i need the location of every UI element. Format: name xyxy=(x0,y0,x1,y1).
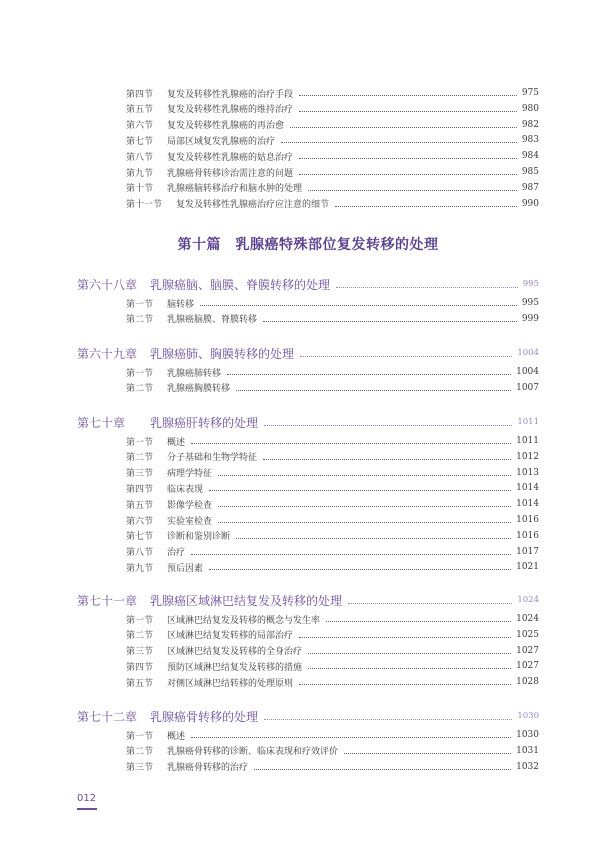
dot-leader xyxy=(191,554,511,555)
chapter-number: 第七十章 xyxy=(77,415,126,430)
section-title: 区域淋巴结复发转移的局部治疗 xyxy=(167,631,294,642)
section-title: 区域淋巴结复发及转移的全身治疗 xyxy=(167,647,303,658)
section-number: 第一节 xyxy=(126,731,154,742)
section-title: 影像学检查 xyxy=(167,500,213,511)
section-page-number: 1032 xyxy=(516,761,539,772)
section-number: 第二节 xyxy=(126,453,154,464)
toc-section-row[interactable] xyxy=(0,101,616,117)
dot-leader xyxy=(209,490,511,491)
section-page-number: 982 xyxy=(521,119,539,130)
section-title: 复发及转移性乳腺癌治疗应注意的细节 xyxy=(176,200,330,211)
section-page-number: 990 xyxy=(521,198,539,209)
section-page-number: 987 xyxy=(521,182,539,193)
dot-leader xyxy=(218,475,511,476)
toc-section-row[interactable] xyxy=(0,433,616,449)
section-page-number: 1016 xyxy=(516,530,539,541)
dot-leader xyxy=(227,374,511,375)
section-page-number: 1027 xyxy=(516,645,539,656)
page-number-underline xyxy=(77,808,97,810)
dot-leader xyxy=(191,443,511,444)
toc-section-row[interactable] xyxy=(0,544,616,560)
section-page-number: 1028 xyxy=(516,677,539,688)
dot-leader xyxy=(264,719,512,720)
toc-section-row[interactable] xyxy=(0,148,616,164)
section-number: 第八节 xyxy=(126,152,154,163)
chapter-title: 乳腺癌脑、脑膜、脊膜转移的处理 xyxy=(150,277,331,292)
toc-section-row[interactable] xyxy=(0,611,616,627)
dot-leader xyxy=(299,111,517,112)
section-title: 病理学特征 xyxy=(167,469,213,480)
toc-section-row[interactable] xyxy=(0,364,616,380)
dot-leader xyxy=(308,668,511,669)
section-page-number: 1017 xyxy=(516,546,539,557)
section-number: 第五节 xyxy=(126,678,154,689)
section-title: 乳腺癌骨转移的诊断、临床表现和疗效评价 xyxy=(167,747,339,758)
dot-leader xyxy=(299,95,517,96)
dot-leader xyxy=(300,356,512,357)
chapter-number: 第六十九章 xyxy=(77,346,138,361)
toc-section-row[interactable] xyxy=(0,559,616,575)
section-page-number: 1014 xyxy=(516,499,539,510)
section-title: 复发及转移性乳腺癌的治疗手段 xyxy=(167,89,294,100)
section-number: 第九节 xyxy=(126,168,154,179)
toc-section-row[interactable] xyxy=(0,674,616,690)
chapter-page-number: 1004 xyxy=(517,348,539,358)
section-number: 第一节 xyxy=(126,299,154,310)
section-page-number: 1007 xyxy=(516,382,539,393)
section-page-number: 1031 xyxy=(516,745,539,756)
section-number: 第四节 xyxy=(126,662,154,673)
section-number: 第三节 xyxy=(126,647,154,658)
toc-section-row[interactable] xyxy=(0,180,616,196)
section-number: 第二节 xyxy=(126,384,154,395)
section-page-number: 984 xyxy=(521,151,539,162)
section-number: 第三节 xyxy=(126,469,154,480)
section-page-number: 1012 xyxy=(516,451,539,462)
toc-chapter-row[interactable] xyxy=(0,412,616,432)
dot-leader xyxy=(264,425,512,426)
dot-leader xyxy=(263,321,517,322)
toc-section-row[interactable] xyxy=(0,627,616,643)
section-number: 第六节 xyxy=(126,121,154,132)
section-number: 第一节 xyxy=(126,437,154,448)
section-title: 对侧区域淋巴结转移的处理原则 xyxy=(167,678,294,689)
dot-leader xyxy=(348,603,512,604)
chapter-number: 第六十八章 xyxy=(77,277,138,292)
section-number: 第八节 xyxy=(126,548,154,559)
section-page-number: 1030 xyxy=(516,730,539,740)
section-title: 局部区域复发乳腺癌的治疗 xyxy=(167,136,276,147)
dot-leader xyxy=(344,753,511,754)
chapter-title: 乳腺癌区域淋巴结复发及转移的处理 xyxy=(150,593,343,608)
section-title: 预防区域淋巴结复发及转移的措施 xyxy=(167,662,303,673)
chapter-page-number: 1030 xyxy=(517,711,539,721)
chapter-number: 第七十一章 xyxy=(77,593,138,608)
section-page-number: 1004 xyxy=(516,367,539,377)
section-title: 概述 xyxy=(167,437,186,448)
section-page-number: 1014 xyxy=(516,483,539,494)
dot-leader xyxy=(218,522,511,523)
toc-section-row[interactable] xyxy=(0,85,616,101)
dot-leader xyxy=(263,459,511,460)
toc-section-row[interactable] xyxy=(0,196,616,212)
section-page-number: 983 xyxy=(521,135,539,146)
section-number: 第七节 xyxy=(126,532,154,543)
toc-chapter-row[interactable] xyxy=(0,274,616,294)
chapter-page-number: 1024 xyxy=(517,595,539,605)
toc-section-row[interactable] xyxy=(0,480,616,496)
toc-section-row[interactable] xyxy=(0,311,616,327)
section-title: 治疗 xyxy=(167,548,186,559)
section-page-number: 1016 xyxy=(516,515,539,525)
dot-leader xyxy=(335,206,517,207)
toc-section-row[interactable] xyxy=(0,132,616,148)
section-number: 第三节 xyxy=(126,763,154,774)
section-title: 乳腺癌肺转移 xyxy=(167,368,222,379)
dot-leader xyxy=(299,158,517,159)
dot-leader xyxy=(336,287,518,288)
dot-leader xyxy=(281,142,517,143)
part-title: 第十篇 乳腺癌特殊部位复发转移的处理 xyxy=(177,237,439,253)
toc-section-row[interactable] xyxy=(0,117,616,133)
section-title: 诊断和鉴别诊断 xyxy=(167,532,231,543)
section-title: 乳腺癌骨转移的治疗 xyxy=(167,763,249,774)
section-title: 概述 xyxy=(167,731,186,742)
section-title: 乳腺癌胸膜转移 xyxy=(167,384,231,395)
dot-leader xyxy=(236,538,511,539)
section-number: 第五节 xyxy=(126,105,154,116)
page-number: 012 xyxy=(77,793,97,804)
section-page-number: 1011 xyxy=(516,436,539,446)
section-title: 区域淋巴结复发及转移的概念与发生率 xyxy=(167,615,321,626)
section-number: 第七节 xyxy=(126,136,154,147)
chapter-title: 乳腺癌肝转移的处理 xyxy=(150,415,259,430)
section-page-number: 980 xyxy=(521,103,539,114)
toc-section-row[interactable] xyxy=(0,449,616,465)
section-page-number: 1013 xyxy=(516,467,539,478)
section-page-number: 985 xyxy=(521,167,539,177)
toc-section-row[interactable] xyxy=(0,643,616,659)
section-title: 复发及转移性乳腺癌的维持治疗 xyxy=(167,105,294,116)
section-number: 第四节 xyxy=(126,89,154,100)
toc-chapter-row[interactable] xyxy=(0,590,616,610)
section-title: 分子基础和生物学特征 xyxy=(167,453,258,464)
dot-leader xyxy=(191,737,511,738)
dot-leader xyxy=(308,653,511,654)
section-title: 乳腺癌脑膜、脊膜转移 xyxy=(167,315,258,326)
chapter-title: 乳腺癌骨转移的处理 xyxy=(150,709,259,724)
section-title: 乳腺癌脑转移治疗和脑水肿的处理 xyxy=(167,184,303,195)
chapter-number: 第七十二章 xyxy=(77,709,138,724)
section-page-number: 1024 xyxy=(516,614,539,624)
section-number: 第四节 xyxy=(126,484,154,495)
section-number: 第十节 xyxy=(126,184,154,195)
section-number: 第五节 xyxy=(126,500,154,511)
section-number: 第一节 xyxy=(126,368,154,379)
dot-leader xyxy=(299,174,517,175)
toc-section-row[interactable] xyxy=(0,658,616,674)
section-page-number: 1027 xyxy=(516,661,539,672)
dot-leader xyxy=(326,621,511,622)
section-title: 临床表现 xyxy=(167,484,204,495)
toc-section-row[interactable] xyxy=(0,743,616,759)
dot-leader xyxy=(308,190,517,191)
section-title: 脑转移 xyxy=(167,299,195,310)
section-title: 复发及转移性乳腺癌的再治愈 xyxy=(167,121,285,132)
chapter-page-number: 995 xyxy=(522,279,539,289)
section-number: 第六节 xyxy=(126,516,154,527)
toc-section-row[interactable] xyxy=(0,295,616,311)
section-title: 复发及转移性乳腺癌的姑息治疗 xyxy=(167,152,294,163)
toc-section-row[interactable] xyxy=(0,759,616,775)
section-page-number: 1025 xyxy=(516,629,539,640)
dot-leader xyxy=(299,637,511,638)
dot-leader xyxy=(254,769,511,770)
toc-chapter-row[interactable] xyxy=(0,343,616,363)
chapter-title: 乳腺癌肺、胸膜转移的处理 xyxy=(150,346,295,361)
section-title: 实验室检查 xyxy=(167,516,213,527)
toc-section-row[interactable] xyxy=(0,380,616,396)
toc-section-row[interactable] xyxy=(0,496,616,512)
dot-leader xyxy=(218,506,511,507)
toc-section-row[interactable] xyxy=(0,465,616,481)
toc-section-row[interactable] xyxy=(0,512,616,528)
toc-section-row[interactable] xyxy=(0,727,616,743)
section-page-number: 995 xyxy=(521,298,539,308)
toc-chapter-row[interactable] xyxy=(0,706,616,726)
section-page-number: 975 xyxy=(521,88,539,98)
section-number: 第二节 xyxy=(126,747,154,758)
section-title: 预后因素 xyxy=(167,563,204,574)
section-number: 第二节 xyxy=(126,315,154,326)
section-number: 第一节 xyxy=(126,615,154,626)
dot-leader xyxy=(236,390,511,391)
dot-leader xyxy=(209,569,511,570)
dot-leader xyxy=(290,127,517,128)
section-title: 乳腺癌骨转移诊治需注意的问题 xyxy=(167,168,294,179)
section-number: 第九节 xyxy=(126,563,154,574)
section-page-number: 1021 xyxy=(516,562,539,573)
dot-leader xyxy=(200,305,517,306)
section-number: 第二节 xyxy=(126,631,154,642)
section-page-number: 999 xyxy=(521,313,539,324)
toc-section-row[interactable] xyxy=(0,164,616,180)
toc-section-row[interactable] xyxy=(0,528,616,544)
dot-leader xyxy=(299,684,511,685)
chapter-page-number: 1011 xyxy=(517,417,539,427)
section-number: 第十一节 xyxy=(126,200,163,211)
